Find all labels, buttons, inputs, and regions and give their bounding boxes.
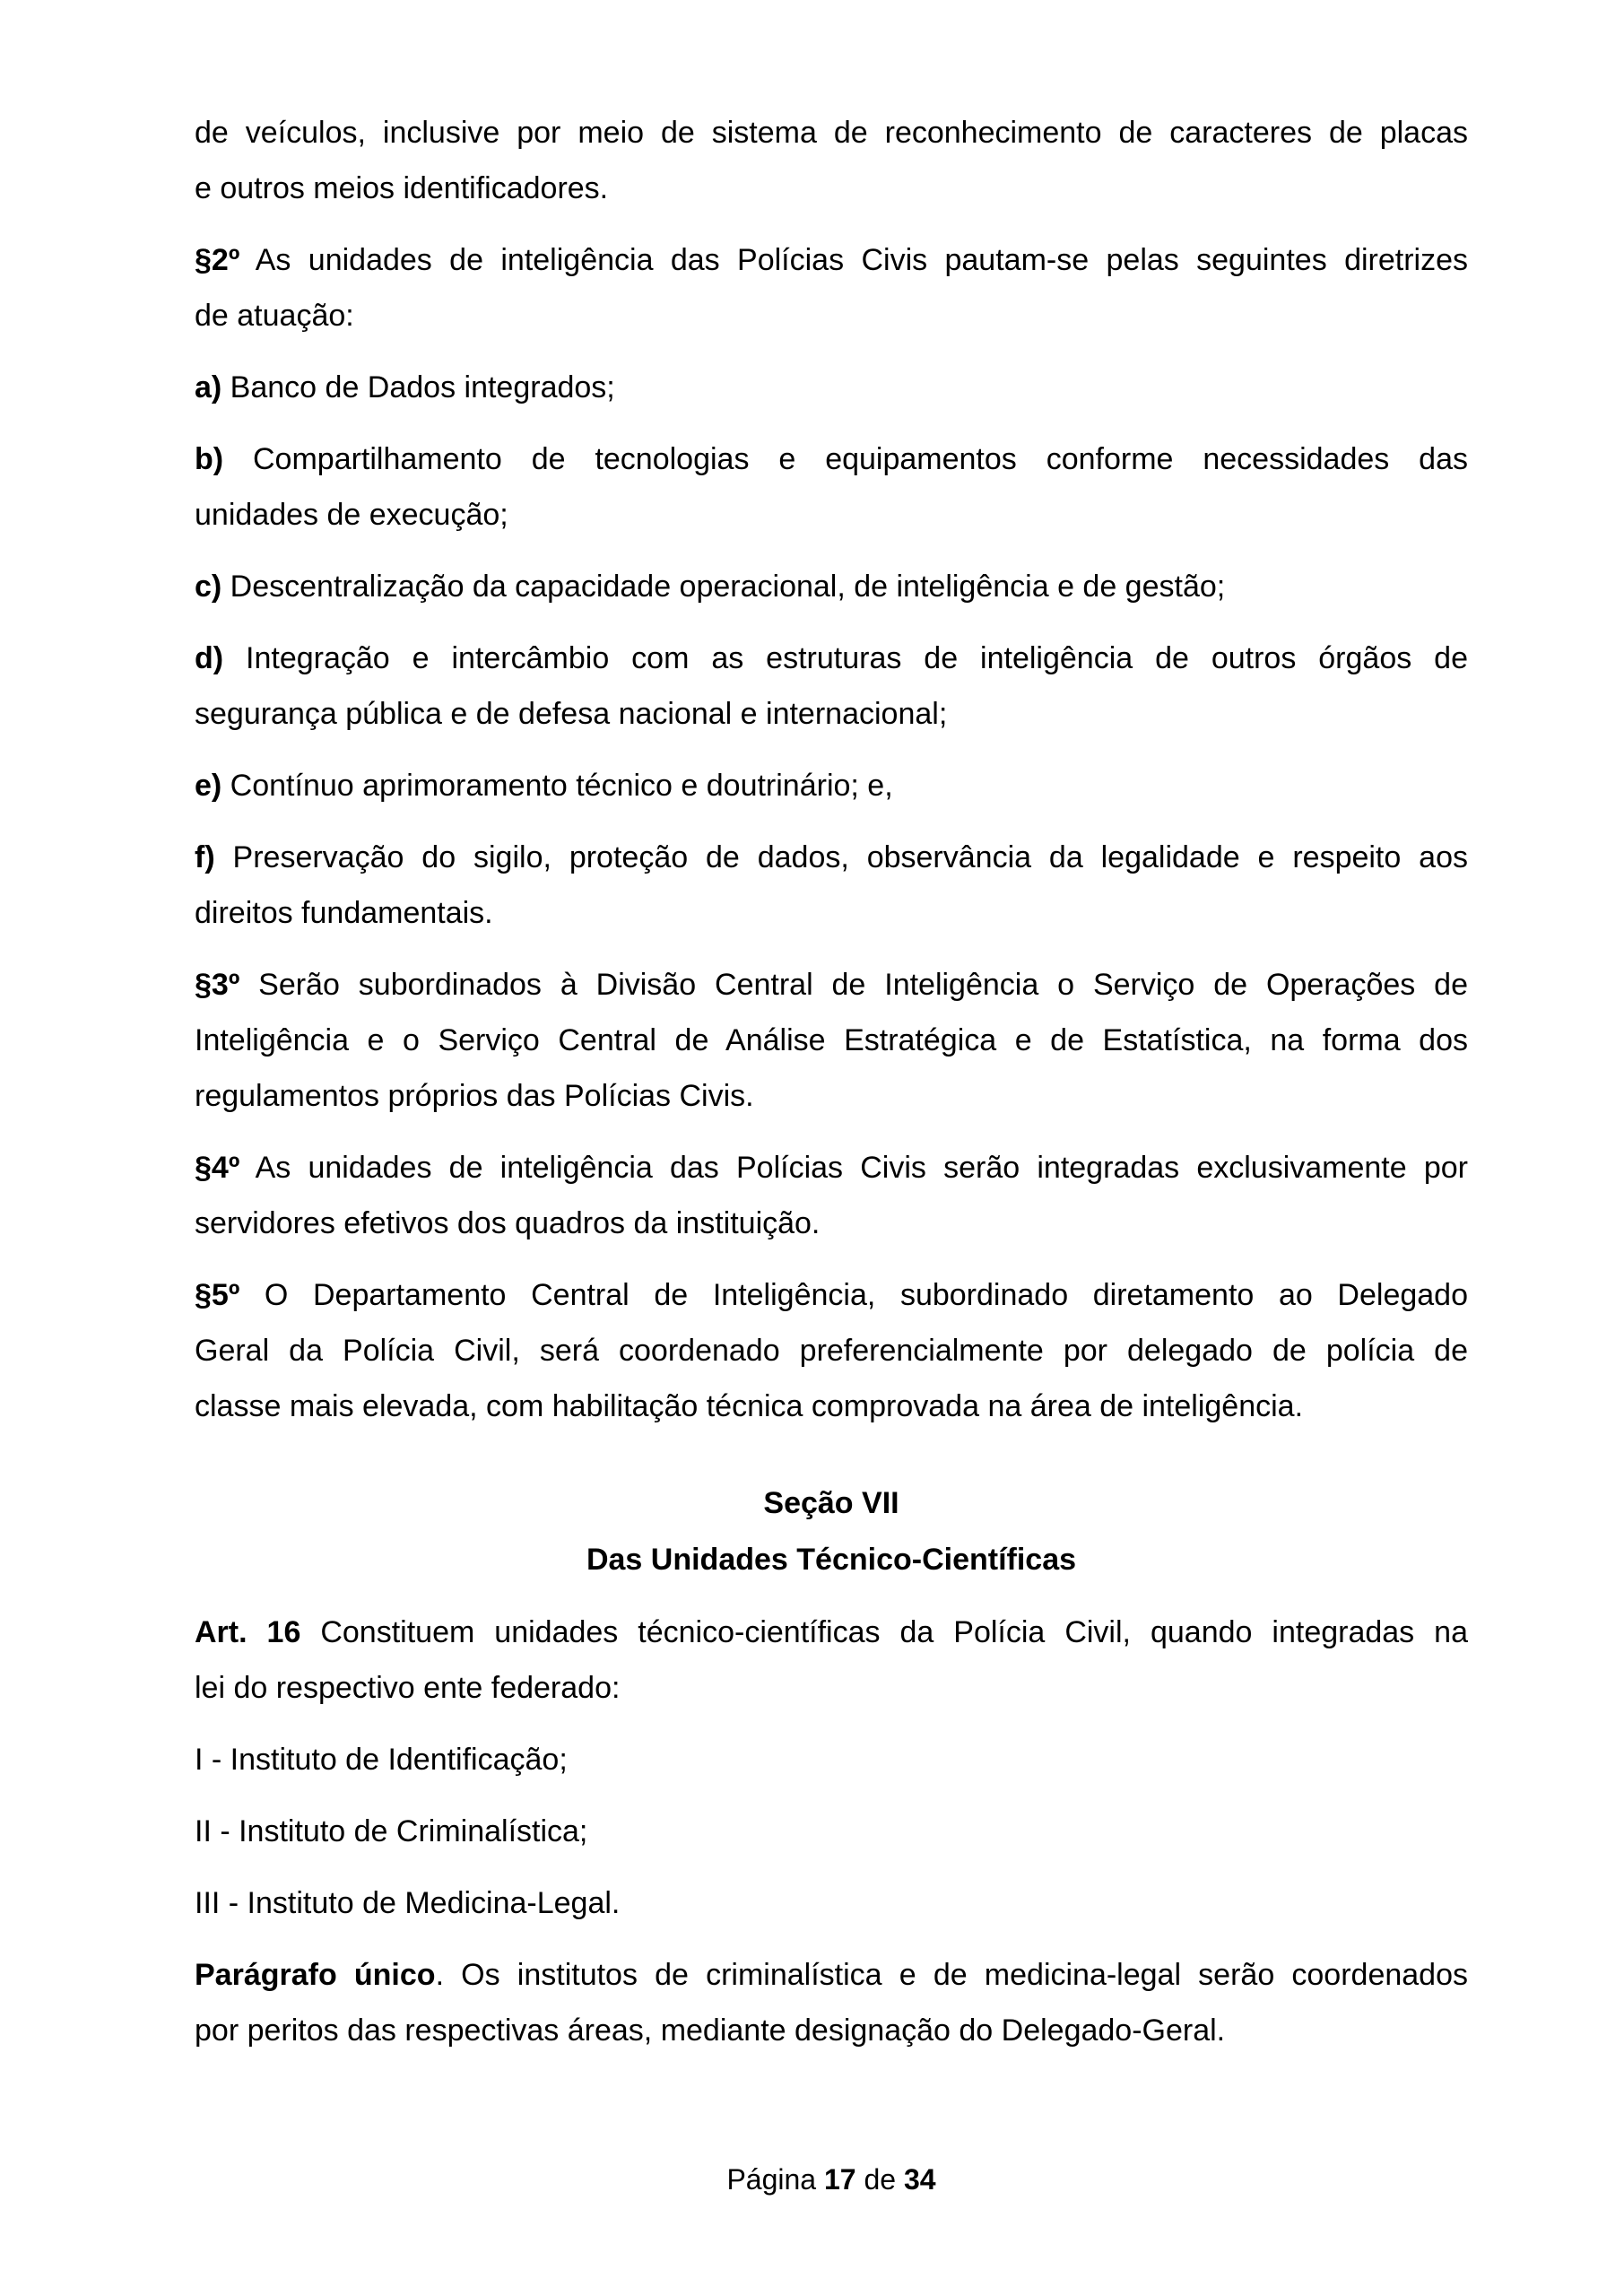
text-line (195, 360, 1468, 415)
paragraph-text: servidores efetivos dos quadros da instituição. (195, 1206, 821, 1240)
text-line (195, 1875, 1468, 1931)
paragraph-text: Descentralização da capacidade operacional, de inteligência e de gestão; (221, 570, 1226, 604)
section-number: Seção VII (763, 1486, 899, 1520)
paragraph-item-b (195, 431, 1468, 543)
text-line (195, 1068, 1468, 1124)
paragraph-text: Contínuo aprimoramento técnico e doutrinário; e, (221, 769, 893, 803)
paragraph-continuation (195, 105, 1468, 216)
paragraph-text: . Os institutos de criminalística e de medicina-legal serão coordenados (435, 1958, 1468, 1992)
paragraph-lead: §2º (195, 243, 240, 277)
paragraph-item-d (195, 631, 1468, 742)
paragraph-text: As unidades de inteligência das Polícias Civis serão integradas exclusivamente por (239, 1151, 1468, 1185)
paragraph-lead: c) (195, 570, 222, 604)
document-page (195, 105, 1468, 2074)
paragraph-text: lei do respectivo ente federado: (195, 1671, 621, 1705)
text-line (195, 2003, 1468, 2058)
text-line (195, 885, 1468, 941)
paragraph-par-5 (195, 1267, 1468, 1434)
text-line (195, 1732, 1468, 1787)
text-line (195, 758, 1468, 813)
page-label: Página (726, 2163, 817, 2196)
paragraph-text: direitos fundamentais. (195, 896, 493, 930)
paragraph-art-16 (195, 1605, 1468, 1716)
paragraph-text: classe mais elevada, com habilitação técnica comprovada na área de inteligência. (195, 1389, 1304, 1423)
text-line (195, 161, 1468, 216)
section-title: Das Unidades Técnico-Científicas (586, 1543, 1077, 1577)
text-line (195, 559, 1468, 614)
total-pages-number: 34 (903, 2163, 936, 2196)
text-line (195, 1140, 1468, 1196)
paragraph-lead: §5º (195, 1278, 240, 1312)
page-footer (0, 2160, 1624, 2199)
text-line (195, 686, 1468, 742)
paragraph-par-2 (195, 232, 1468, 344)
paragraph-lead: Art. 16 (195, 1615, 301, 1649)
paragraph-text: e outros meios identificadores. (195, 171, 609, 205)
text-line (195, 957, 1468, 1013)
text-line (195, 105, 1468, 161)
paragraph-lead: e) (195, 769, 222, 803)
text-line (195, 1660, 1468, 1716)
paragraph-item-f (195, 830, 1468, 941)
paragraph-text: regulamentos próprios das Polícias Civis. (195, 1079, 754, 1113)
paragraph-lead: b) (195, 442, 224, 476)
paragraph-text: Geral da Polícia Civil, será coordenado preferencialmente por delegado de polícia de (195, 1334, 1468, 1368)
paragraph-text: III - Instituto de Medicina-Legal. (195, 1886, 621, 1920)
paragraph-lead: d) (195, 641, 224, 675)
text-line (195, 1323, 1468, 1378)
paragraph-lead: §4º (195, 1151, 240, 1185)
document-body-top (195, 105, 1468, 1434)
text-line (195, 1378, 1468, 1434)
text-line (195, 1605, 1468, 1660)
paragraph-text: segurança pública e de defesa nacional e internacional; (195, 697, 948, 731)
paragraph-lead: a) (195, 370, 222, 404)
paragraph-text: I - Instituto de Identificação; (195, 1743, 568, 1777)
text-line (195, 631, 1468, 686)
paragraph-lead: f) (195, 840, 215, 874)
paragraph-inciso-2 (195, 1804, 1468, 1859)
paragraph-paragrafo-unico (195, 1947, 1468, 2058)
paragraph-text: As unidades de inteligência das Polícias Civis pautam-se pelas seguintes diretrizes (239, 243, 1468, 277)
text-line (195, 431, 1468, 487)
paragraph-lead: Parágrafo único (195, 1958, 436, 1992)
document-body-bottom (195, 1605, 1468, 2058)
paragraph-lead: §3º (195, 968, 240, 1002)
current-page-number: 17 (823, 2163, 856, 2196)
paragraph-text: de veículos, inclusive por meio de sistema de reconhecimento de caracteres de placas (195, 116, 1468, 150)
paragraph-par-3 (195, 957, 1468, 1124)
paragraph-text: O Departamento Central de Inteligência, subordinado diretamento ao Delegado (239, 1278, 1468, 1312)
paragraph-text: Banco de Dados integrados; (221, 370, 615, 404)
paragraph-inciso-1 (195, 1732, 1468, 1787)
text-line (195, 1013, 1468, 1068)
paragraph-text: Serão subordinados à Divisão Central de Inteligência o Serviço de Operações de (239, 968, 1468, 1002)
text-line (195, 1947, 1468, 2003)
section-heading (195, 1475, 1468, 1588)
paragraph-item-a (195, 360, 1468, 415)
paragraph-text: Constituem unidades técnico-científicas da Polícia Civil, quando integradas na (300, 1615, 1468, 1649)
paragraph-text: Integração e intercâmbio com as estruturas de inteligência de outros órgãos de (223, 641, 1468, 675)
paragraph-text: Preservação do sigilo, proteção de dados, observância da legalidade e respeito aos (214, 840, 1468, 874)
text-line (195, 487, 1468, 543)
text-line (195, 288, 1468, 344)
paragraph-text: de atuação: (195, 299, 354, 333)
text-line (195, 830, 1468, 885)
paragraph-text: unidades de execução; (195, 498, 508, 532)
paragraph-par-4 (195, 1140, 1468, 1251)
paragraph-text: por peritos das respectivas áreas, mediante designação do Delegado-Geral. (195, 2013, 1226, 2048)
paragraph-item-e (195, 758, 1468, 813)
text-line (195, 232, 1468, 288)
paragraph-item-c (195, 559, 1468, 614)
paragraph-text: Inteligência e o Serviço Central de Análise Estratégica e de Estatística, na forma dos (195, 1023, 1468, 1057)
page-separator: de (864, 2163, 897, 2196)
text-line (195, 1804, 1468, 1859)
text-line (195, 1196, 1468, 1251)
paragraph-inciso-3 (195, 1875, 1468, 1931)
text-line (195, 1267, 1468, 1323)
paragraph-text: II - Instituto de Criminalística; (195, 1814, 588, 1848)
paragraph-text: Compartilhamento de tecnologias e equipamentos conforme necessidades das (223, 442, 1468, 476)
